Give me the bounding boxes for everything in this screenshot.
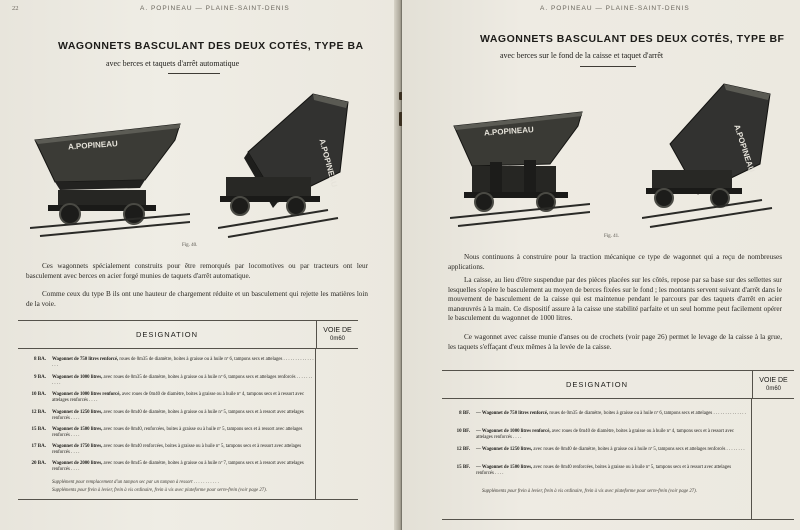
- row-code: 10 BA.: [31, 392, 46, 397]
- row-detail: avec roues de 0m40 renforcées, boites à graisse ou à huile nº 5, tampons secs et à ressort avec attelages renforcés . . . .: [52, 444, 302, 455]
- table-note: Suppléments pour frein à levier, frein à vis ordinaire, frein à vis avec plateforme pour serre-frein (voir page 27).: [482, 489, 697, 494]
- gauge-header-label: 0m60: [329, 336, 345, 342]
- table-row: [442, 465, 750, 477]
- designation-header: DESIGNATION: [565, 380, 629, 389]
- row-code: 8 BA.: [34, 357, 46, 362]
- row-name: Wagonnet de 2000 litres,: [52, 461, 103, 466]
- row-detail: avec roues de 0m40 de diamètre, boites à graisse ou à huile nº 5, tampons secs et attelages renforcés . . . . . . . .: [533, 447, 745, 452]
- row-code: 10 BF.: [456, 429, 470, 434]
- row-detail: roues de 0m35 de diamètre, boites à graisse ou à huile nº 6, tampons secs et attelages . . . . . . . . . . . . . . . .: [52, 357, 314, 368]
- row-name: — Wagonnet de 750 litres renforcé,: [476, 411, 549, 416]
- row-code: 17 BA.: [31, 444, 46, 449]
- row-name: — Wagonnet de 1500 litres,: [476, 465, 533, 470]
- page-subtitle: avec berces et taquets d'arrêt automatique: [106, 59, 240, 68]
- figure-caption: Fig. 41.: [604, 234, 620, 239]
- right-page: [402, 0, 800, 530]
- row-name: Wagonnet de 1250 litres,: [52, 410, 103, 415]
- table-row: [18, 444, 314, 456]
- row-name: Wagonnet de 1500 litres,: [52, 427, 103, 432]
- row-code: 15 BA.: [31, 427, 46, 432]
- wagon-brand-label-tipped: A.POPINEAU: [317, 137, 339, 189]
- row-code: 9 BA.: [34, 375, 46, 380]
- lifting-paragraph: Ce wagonnet avec caisse munie d'anses ou de crochets (voir page 26) permet le levage de la caisse à la grue, les taquets s'effaçant d'eux mêmes à la levée de la caisse.: [448, 333, 782, 351]
- table-note: Supplément pour remplacement d'un tampon sec par un tampon à ressort . . . . . . . . . . .: [52, 480, 219, 485]
- intro-paragraph: Ces wagonnets spécialement construits pour être remorqués par locomotives ou par tracteurs ont leur basculement avec berces en acier forgé munies de taquets d'arrêt automatique.: [26, 262, 368, 280]
- price-table: [18, 320, 358, 500]
- column-divider: [315, 349, 316, 499]
- row-name: — Wagonnet de 1000 litres renforcé,: [476, 429, 551, 434]
- wagon-brand-label: A.POPINEAU: [67, 139, 119, 152]
- running-head: A. POPINEAU — PLAINE-SAINT-DENIS: [540, 5, 690, 12]
- voie-header-label: VOIE DE: [759, 377, 788, 384]
- figure-caption: Fig. 40.: [182, 243, 198, 248]
- table-header: [442, 371, 794, 399]
- table-note: Suppléments pour frein à levier, frein à vis ordinaire, frein à vis avec plateforme pour serre-frein (voir page 27).: [52, 488, 267, 493]
- wagon-tipped-illustration: [218, 92, 358, 242]
- voie-header: [752, 371, 794, 398]
- wagon-tipped-illustration: [642, 80, 782, 230]
- table-row: [18, 427, 314, 439]
- row-name: Wagonnet de 1000 litres,: [52, 375, 103, 380]
- voie-header: [316, 321, 358, 348]
- table-row: [18, 410, 314, 422]
- table-header: [18, 321, 358, 349]
- row-name: — Wagonnet de 1250 litres,: [476, 447, 533, 452]
- row-detail: avec roues de 0m45 de diamètre, boites à graisse ou à huile nº 7, tampons secs et à ressort avec attelages renforcés . . . .: [52, 461, 304, 472]
- row-detail: roues de 0m35 de diamètre, boites à graisse ou à huile nº 6, tampons secs et attelages . . . . . . . . . . . . . .: [549, 411, 746, 416]
- table-row: [442, 447, 750, 453]
- row-detail: avec roues de 0m40 de diamètre, boites à graisse ou à huile nº 5, tampons secs et à ressort avec attelages renforcés . . . .: [52, 410, 304, 421]
- row-detail: avec roues de 0m40, renforcées, boites à graisse ou à huile nº 5, tampons secs et à ressort avec attelages renforcés . . . .: [52, 427, 303, 438]
- column-divider: [751, 399, 752, 519]
- row-name: Wagonnet de 1000 litres renforcé,: [52, 392, 121, 397]
- table-row: [18, 392, 314, 404]
- table-row: [18, 461, 314, 473]
- wagon-upright-illustration: [30, 110, 190, 240]
- table-row: [18, 375, 314, 387]
- page-number: 22: [12, 5, 19, 12]
- row-code: 12 BF.: [456, 447, 470, 452]
- table-row: [442, 429, 750, 441]
- row-detail: avec roues de 0m35 de diamètre, boites à graisse ou à huile nº 6, tampons secs et attelages renforcés . . . . . . . . . . .: [52, 375, 313, 386]
- wagon-upright-illustration: [450, 104, 590, 234]
- row-detail: avec roues de 0m40 de diamètre, boites à graisse ou à huile nº 4, tampons secs et à ressort avec attelages renforcés . . . .: [52, 392, 305, 403]
- gauge-header-label: 0m60: [765, 386, 781, 392]
- row-code: 12 BA.: [31, 410, 46, 415]
- wagon-brand-label-tipped: A.POPINEAU: [732, 123, 757, 174]
- table-row: [18, 357, 314, 369]
- page-title: WAGONNETS BASCULANT DES DEUX COTÉS, TYPE BF: [480, 33, 785, 45]
- left-page: [0, 0, 398, 530]
- row-name: Wagonnet de 750 litres renforcé,: [52, 357, 119, 362]
- row-detail: avec roues de 0m40 de diamètre, boites à graisse ou à huile nº 4, tampons secs et à ressort avec attelages renforcés . . . .: [476, 429, 734, 440]
- title-rule: [580, 66, 636, 67]
- intro-paragraph: Nous continuons à construire pour la traction mécanique ce type de wagonnet qui a reçu de nombreuses applications.: [448, 253, 782, 271]
- price-table: [442, 370, 794, 520]
- mechanism-paragraph: La caisse, au lieu d'être suspendue par des pièces placées sur les côtés, repose par sa base sur des sellettes sur lesquelles s'opère le basculement au moyen de berces fixées sur le fond ; les montants servent suivant d'arrêt dans le mouvement de basculement de la caisse qui est maintenue pendant le parcours par des taquets d'arrêt en acier manœuvrés à la main. Ce dispositif assure à la caisse une stabilité parfaite et un seul homme peut facilement opérer le basculement du wagonnet de 1000 litres.: [448, 276, 782, 323]
- row-code: 8 BF.: [459, 411, 470, 416]
- running-head: A. POPINEAU — PLAINE-SAINT-DENIS: [140, 5, 290, 12]
- comparison-paragraph: Comme ceux du type B ils ont une hauteur de chargement réduite et un basculement qui rejette les matières loin de la voie.: [26, 290, 368, 308]
- page-subtitle: avec berces sur le fond de la caisse et taquet d'arrêt: [500, 51, 664, 60]
- row-code: 15 BF.: [456, 465, 470, 470]
- row-name: Wagonnet de 1750 litres,: [52, 444, 103, 449]
- wagon-brand-label: A.POPINEAU: [483, 125, 535, 138]
- designation-header: DESIGNATION: [135, 330, 199, 339]
- page-title: WAGONNETS BASCULANT DES DEUX COTÉS, TYPE BA: [58, 40, 364, 52]
- table-row: [442, 411, 750, 417]
- row-detail: avec roues de 0m40 renforcées, boites à graisse ou à huile nº 5, tampons secs et à ressort avec attelages renforcés . . . .: [476, 465, 732, 476]
- title-rule: [168, 73, 220, 74]
- voie-header-label: VOIE DE: [323, 327, 352, 334]
- row-code: 20 BA.: [31, 461, 46, 466]
